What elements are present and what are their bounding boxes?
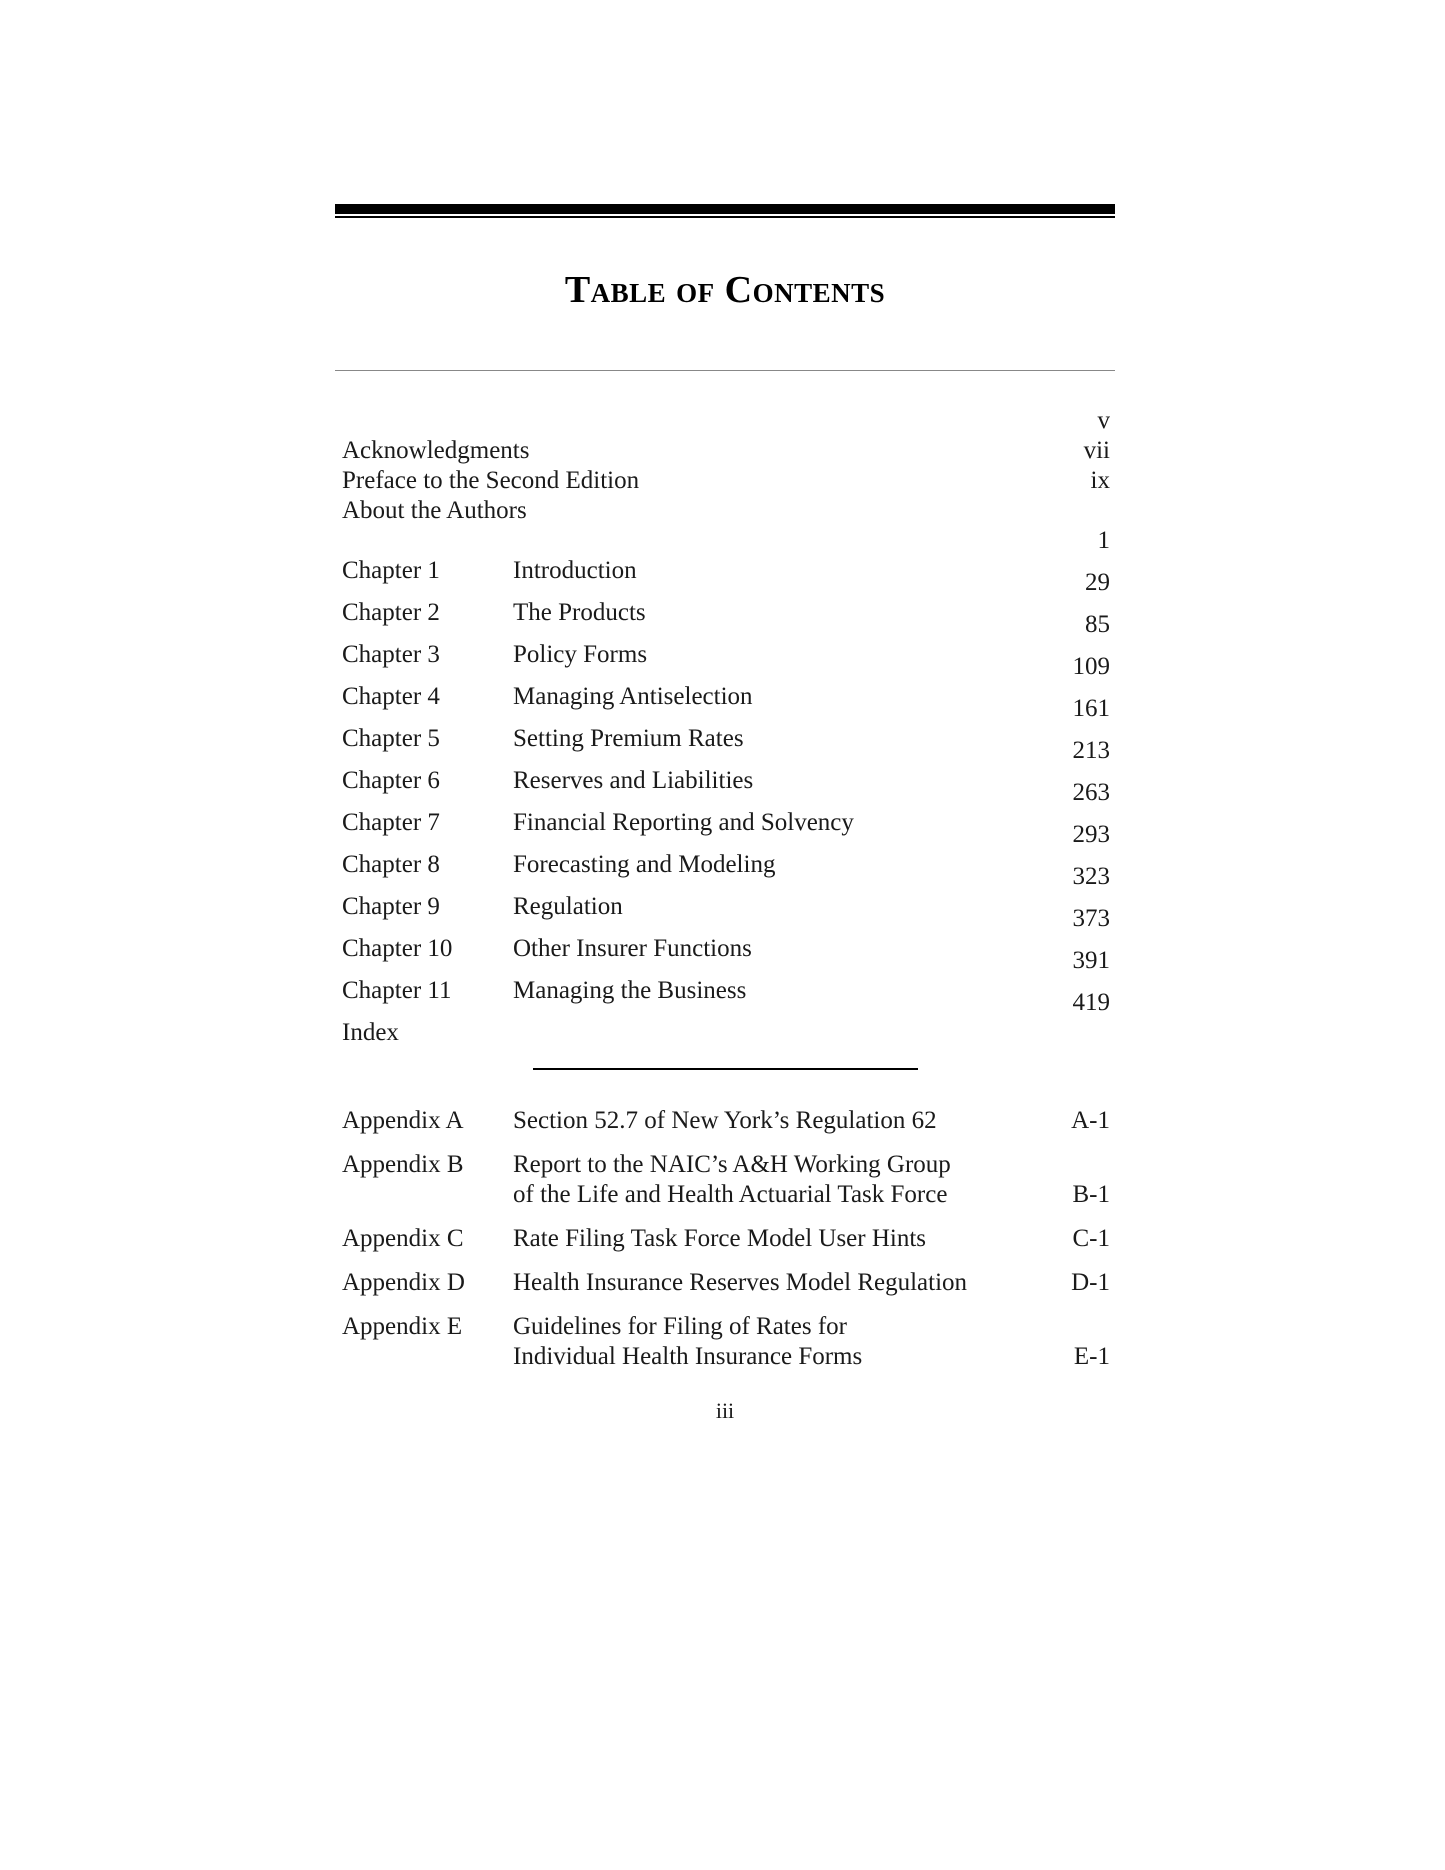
appendix-page: C-1 — [1072, 1225, 1110, 1252]
appendix-label: Appendix B — [342, 1151, 464, 1178]
appendix-label: Appendix A — [342, 1107, 464, 1134]
toc-entry-label: About the Authors — [342, 497, 527, 524]
toc-entry-label: Acknowledgments — [342, 437, 530, 464]
chapter-page: 85 — [1085, 611, 1110, 638]
header-thick-rule — [335, 204, 1115, 214]
index-page: 419 — [1072, 989, 1110, 1016]
appendix-page: A-1 — [1071, 1107, 1110, 1134]
chapter-title: The Products — [513, 599, 646, 626]
toc-entry-appendix-a[interactable] — [342, 1106, 1110, 1136]
chapter-title: Setting Premium Rates — [513, 725, 744, 752]
appendix-title: Rate Filing Task Force Model User Hints — [513, 1225, 927, 1252]
appendix-page: D-1 — [1071, 1269, 1110, 1296]
chapter-title: Policy Forms — [513, 641, 648, 668]
appendix-title: Section 52.7 of New York’s Regulation 62 — [513, 1107, 937, 1134]
page-title: Table of Contents — [564, 269, 886, 311]
chapter-page: 391 — [1072, 947, 1110, 974]
chapter-page: 323 — [1072, 863, 1110, 890]
chapter-label: Chapter 5 — [342, 725, 440, 752]
chapter-page: 263 — [1072, 779, 1110, 806]
appendix-label: Appendix E — [342, 1313, 463, 1340]
chapter-label: Chapter 2 — [342, 599, 440, 626]
toc-entry-page: v — [1097, 407, 1110, 434]
appendix-separator-rule — [533, 1068, 918, 1070]
toc-entry-appendix-e[interactable] — [342, 1312, 1110, 1372]
chapter-title: Forecasting and Modeling — [513, 851, 776, 878]
header-thin-rule — [335, 216, 1115, 218]
chapter-page: 29 — [1085, 569, 1110, 596]
page-number: iii — [715, 1398, 735, 1423]
chapter-title: Managing Antiselection — [513, 683, 753, 710]
appendix-title-line-1: Guidelines for Filing of Rates for — [513, 1313, 847, 1340]
chapter-page: 213 — [1072, 737, 1110, 764]
chapter-title: Introduction — [513, 557, 637, 584]
chapter-title: Regulation — [513, 893, 623, 920]
chapter-label: Chapter 1 — [342, 557, 440, 584]
toc-entry-appendix-d[interactable] — [342, 1268, 1110, 1298]
toc-entry-label: Preface to the Second Edition — [342, 467, 640, 494]
chapter-label: Chapter 4 — [342, 683, 440, 710]
appendix-title-line-2: of the Life and Health Actuarial Task Force — [513, 1181, 948, 1208]
appendix-title-line-2: Individual Health Insurance Forms — [513, 1343, 863, 1370]
toc-entry-page: vii — [1083, 437, 1110, 464]
chapter-label: Chapter 6 — [342, 767, 440, 794]
appendix-label: Appendix C — [342, 1225, 464, 1252]
chapter-label: Chapter 3 — [342, 641, 440, 668]
appendix-title: Health Insurance Reserves Model Regulation — [513, 1269, 968, 1296]
appendix-page: E-1 — [1073, 1343, 1110, 1370]
title-divider — [335, 370, 1115, 371]
chapter-title: Managing the Business — [513, 977, 747, 1004]
appendix-page: B-1 — [1072, 1181, 1110, 1208]
chapter-page: 1 — [1097, 527, 1110, 554]
toc-entry-appendix-c[interactable] — [342, 1224, 1110, 1254]
chapter-title: Other Insurer Functions — [513, 935, 752, 962]
appendix-label: Appendix D — [342, 1269, 465, 1296]
chapter-label: Chapter 8 — [342, 851, 440, 878]
chapter-label: Chapter 7 — [342, 809, 440, 836]
chapter-label: Chapter 11 — [342, 977, 452, 1004]
chapter-page: 293 — [1072, 821, 1110, 848]
chapter-page: 109 — [1072, 653, 1110, 680]
chapter-label: Chapter 9 — [342, 893, 440, 920]
chapter-page: 161 — [1072, 695, 1110, 722]
chapter-title: Reserves and Liabilities — [513, 767, 754, 794]
chapter-label: Chapter 10 — [342, 935, 453, 962]
appendix-title-line-1: Report to the NAIC’s A&H Working Group — [513, 1151, 951, 1178]
index-label: Index — [342, 1019, 399, 1046]
toc-entry-appendix-b[interactable] — [342, 1150, 1110, 1210]
chapter-title: Financial Reporting and Solvency — [513, 809, 854, 836]
toc-entry-page: ix — [1090, 467, 1110, 494]
chapter-page: 373 — [1072, 905, 1110, 932]
